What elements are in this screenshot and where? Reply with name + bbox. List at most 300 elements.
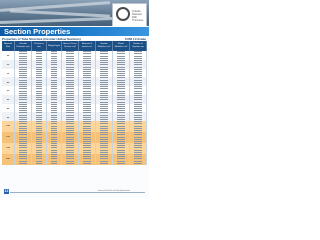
value-placeholder [83, 132, 91, 133]
value-placeholder [51, 73, 58, 74]
value-placeholder [83, 82, 91, 83]
value-placeholder [117, 150, 125, 151]
value-placeholder [19, 53, 27, 54]
value-placeholder [19, 141, 27, 142]
value-placeholder [100, 77, 108, 78]
value-placeholder [117, 91, 125, 92]
value-placeholder [117, 67, 125, 68]
table-row [2, 163, 147, 165]
value-cell [32, 163, 47, 165]
value-placeholder [36, 112, 43, 113]
value-placeholder [117, 121, 125, 122]
value-placeholder [83, 88, 91, 89]
value-placeholder [51, 64, 58, 65]
value-placeholder [19, 134, 27, 135]
value-placeholder [51, 147, 58, 148]
value-placeholder [19, 163, 27, 164]
value-placeholder [100, 158, 108, 159]
footer-note: Structural Steel Pipe and Tube Specifications [98, 191, 130, 192]
value-placeholder [134, 64, 142, 65]
value-placeholder [117, 93, 125, 94]
value-placeholder [134, 108, 142, 109]
value-placeholder [100, 156, 108, 157]
value-placeholder [36, 128, 43, 129]
value-placeholder [36, 53, 43, 54]
value-placeholder [66, 156, 74, 157]
value-placeholder [19, 73, 27, 74]
value-placeholder [19, 56, 27, 57]
value-placeholder [83, 156, 91, 157]
value-placeholder [100, 67, 108, 68]
value-placeholder [66, 130, 74, 131]
value-cell [96, 163, 113, 165]
value-placeholder [36, 117, 43, 118]
column-header: Section Modulus cm³ [96, 41, 113, 51]
value-placeholder [51, 152, 58, 153]
value-placeholder [36, 80, 43, 81]
value-placeholder [51, 51, 58, 52]
value-placeholder [117, 88, 125, 89]
value-placeholder [100, 141, 108, 142]
value-placeholder [66, 84, 74, 85]
value-placeholder [83, 143, 91, 144]
value-placeholder [83, 154, 91, 155]
value-placeholder [134, 82, 142, 83]
value-placeholder [83, 128, 91, 129]
size-cell: 20 [2, 55, 15, 57]
value-placeholder [117, 145, 125, 146]
value-placeholder [19, 51, 27, 52]
value-placeholder [36, 152, 43, 153]
value-placeholder [100, 53, 108, 54]
value-placeholder [19, 67, 27, 68]
value-placeholder [51, 126, 58, 127]
value-placeholder [66, 93, 74, 94]
value-placeholder [19, 64, 27, 65]
value-placeholder [134, 53, 142, 54]
value-placeholder [36, 58, 43, 59]
value-placeholder [134, 139, 142, 140]
value-placeholder [83, 163, 91, 164]
value-placeholder [66, 154, 74, 155]
value-placeholder [117, 69, 125, 70]
value-placeholder [100, 51, 108, 52]
value-placeholder [134, 84, 142, 85]
value-placeholder [100, 137, 108, 138]
value-placeholder [134, 150, 142, 151]
value-placeholder [66, 75, 74, 76]
value-placeholder [66, 62, 74, 63]
value-placeholder [100, 64, 108, 65]
value-placeholder [66, 126, 74, 127]
value-placeholder [83, 106, 91, 107]
size-cell: 150 [2, 147, 15, 149]
value-placeholder [19, 104, 27, 105]
value-placeholder [66, 58, 74, 59]
properties-table [2, 41, 147, 165]
value-placeholder [134, 56, 142, 57]
value-placeholder [19, 93, 27, 94]
value-placeholder [36, 104, 43, 105]
value-placeholder [51, 110, 58, 111]
value-placeholder [83, 99, 91, 100]
size-cell: 65 [2, 99, 15, 101]
value-placeholder [100, 161, 108, 162]
value-placeholder [36, 158, 43, 159]
value-placeholder [66, 137, 74, 138]
value-placeholder [36, 106, 43, 107]
value-placeholder [19, 110, 27, 111]
value-placeholder [66, 158, 74, 159]
value-placeholder [66, 51, 74, 52]
value-placeholder [134, 126, 142, 127]
value-placeholder [19, 60, 27, 61]
document-page [0, 0, 149, 198]
value-placeholder [83, 67, 91, 68]
value-placeholder [134, 154, 142, 155]
value-placeholder [117, 163, 125, 164]
value-placeholder [134, 158, 142, 159]
value-placeholder [100, 102, 108, 103]
value-placeholder [51, 102, 58, 103]
value-placeholder [51, 115, 58, 116]
value-placeholder [66, 53, 74, 54]
value-placeholder [51, 71, 58, 72]
value-placeholder [66, 161, 74, 162]
value-placeholder [117, 56, 125, 57]
value-placeholder [19, 106, 27, 107]
value-placeholder [134, 119, 142, 120]
value-cell [130, 163, 147, 165]
value-placeholder [66, 71, 74, 72]
value-placeholder [51, 154, 58, 155]
value-placeholder [19, 88, 27, 89]
value-placeholder [100, 80, 108, 81]
size-cell: 40 [2, 82, 15, 84]
value-placeholder [117, 84, 125, 85]
value-placeholder [134, 117, 142, 118]
value-placeholder [66, 119, 74, 120]
value-placeholder [36, 88, 43, 89]
value-placeholder [19, 156, 27, 157]
value-placeholder [83, 150, 91, 151]
value-placeholder [83, 110, 91, 111]
value-placeholder [117, 123, 125, 124]
value-placeholder [100, 108, 108, 109]
value-placeholder [83, 56, 91, 57]
value-placeholder [100, 91, 108, 92]
value-placeholder [117, 97, 125, 98]
title-bar [0, 27, 149, 36]
value-placeholder [36, 163, 43, 164]
value-placeholder [66, 145, 74, 146]
column-header: Plastic Modulus cm³ [113, 41, 130, 51]
value-placeholder [100, 121, 108, 122]
value-placeholder [51, 161, 58, 162]
value-placeholder [117, 51, 125, 52]
value-placeholder [36, 161, 43, 162]
value-placeholder [100, 82, 108, 83]
value-placeholder [36, 60, 43, 61]
value-placeholder [19, 145, 27, 146]
value-placeholder [51, 62, 58, 63]
value-placeholder [66, 134, 74, 135]
value-placeholder [100, 106, 108, 107]
value-placeholder [117, 137, 125, 138]
value-placeholder [100, 95, 108, 96]
value-placeholder [134, 77, 142, 78]
value-placeholder [83, 91, 91, 92]
value-placeholder [36, 147, 43, 148]
header-photo [0, 0, 149, 26]
value-placeholder [66, 80, 74, 81]
value-placeholder [66, 64, 74, 65]
value-placeholder [117, 141, 125, 142]
value-placeholder [66, 115, 74, 116]
value-placeholder [36, 145, 43, 146]
value-placeholder [51, 91, 58, 92]
value-placeholder [36, 56, 43, 57]
value-placeholder [51, 106, 58, 107]
value-placeholder [134, 60, 142, 61]
value-placeholder [134, 86, 142, 87]
value-placeholder [100, 88, 108, 89]
value-placeholder [117, 95, 125, 96]
value-placeholder [66, 69, 74, 70]
value-placeholder [100, 60, 108, 61]
value-placeholder [117, 58, 125, 59]
value-placeholder [66, 82, 74, 83]
value-placeholder [134, 134, 142, 135]
value-placeholder [117, 106, 125, 107]
value-placeholder [66, 95, 74, 96]
value-placeholder [36, 126, 43, 127]
value-placeholder [51, 145, 58, 146]
value-placeholder [36, 51, 43, 52]
value-placeholder [66, 108, 74, 109]
value-placeholder [19, 91, 27, 92]
value-placeholder [134, 115, 142, 116]
value-placeholder [19, 121, 27, 122]
value-placeholder [66, 88, 74, 89]
value-placeholder [83, 119, 91, 120]
value-placeholder [36, 77, 43, 78]
value-placeholder [36, 108, 43, 109]
value-placeholder [66, 99, 74, 100]
value-placeholder [36, 110, 43, 111]
value-placeholder [134, 97, 142, 98]
value-placeholder [36, 132, 43, 133]
value-placeholder [19, 58, 27, 59]
value-placeholder [100, 123, 108, 124]
value-placeholder [36, 115, 43, 116]
value-placeholder [100, 143, 108, 144]
value-placeholder [51, 69, 58, 70]
value-placeholder [51, 104, 58, 105]
value-placeholder [51, 121, 58, 122]
value-placeholder [100, 145, 108, 146]
value-placeholder [51, 119, 58, 120]
column-header: Area of Cross Section cm² [62, 41, 79, 51]
value-placeholder [83, 62, 91, 63]
value-placeholder [117, 102, 125, 103]
value-placeholder [134, 91, 142, 92]
value-placeholder [36, 102, 43, 103]
value-placeholder [51, 88, 58, 89]
value-placeholder [134, 130, 142, 131]
value-placeholder [36, 154, 43, 155]
diagram-labels [132, 10, 146, 22]
value-placeholder [19, 132, 27, 133]
value-placeholder [19, 128, 27, 129]
value-placeholder [117, 104, 125, 105]
value-cell [79, 163, 96, 165]
value-placeholder [134, 67, 142, 68]
value-placeholder [66, 128, 74, 129]
value-placeholder [36, 121, 43, 122]
value-placeholder [36, 141, 43, 142]
value-placeholder [19, 62, 27, 63]
value-placeholder [36, 130, 43, 131]
value-placeholder [83, 158, 91, 159]
circular-section-icon [116, 7, 130, 21]
value-placeholder [19, 77, 27, 78]
value-placeholder [117, 134, 125, 135]
value-placeholder [66, 139, 74, 140]
value-placeholder [83, 93, 91, 94]
value-placeholder [134, 147, 142, 148]
value-placeholder [19, 117, 27, 118]
value-placeholder [19, 154, 27, 155]
value-placeholder [117, 147, 125, 148]
value-placeholder [83, 102, 91, 103]
column-header: Radius of Gyration cm [130, 41, 147, 51]
value-placeholder [66, 104, 74, 105]
value-placeholder [51, 86, 58, 87]
value-placeholder [100, 154, 108, 155]
value-placeholder [66, 117, 74, 118]
value-placeholder [66, 73, 74, 74]
value-placeholder [19, 139, 27, 140]
size-cell: 90 [2, 117, 15, 119]
table-body [2, 51, 147, 165]
value-placeholder [100, 58, 108, 59]
value-cell [47, 163, 62, 165]
value-placeholder [36, 123, 43, 124]
value-placeholder [83, 117, 91, 118]
value-placeholder [134, 102, 142, 103]
value-placeholder [100, 84, 108, 85]
value-placeholder [51, 82, 58, 83]
value-placeholder [134, 152, 142, 153]
value-placeholder [66, 143, 74, 144]
value-placeholder [66, 147, 74, 148]
size-cell: 25 [2, 64, 15, 66]
value-placeholder [100, 112, 108, 113]
grade-label: C350 L0 Grade [124, 37, 146, 41]
value-placeholder [51, 141, 58, 142]
value-placeholder [19, 123, 27, 124]
value-placeholder [117, 77, 125, 78]
value-placeholder [36, 93, 43, 94]
value-placeholder [36, 143, 43, 144]
value-placeholder [83, 80, 91, 81]
value-placeholder [83, 108, 91, 109]
value-placeholder [19, 112, 27, 113]
value-placeholder [36, 137, 43, 138]
value-placeholder [117, 108, 125, 109]
value-placeholder [100, 73, 108, 74]
value-placeholder [83, 123, 91, 124]
value-placeholder [134, 132, 142, 133]
value-placeholder [83, 134, 91, 135]
value-placeholder [36, 119, 43, 120]
column-header: Moment of Inertia cm⁴ [79, 41, 96, 51]
value-placeholder [117, 71, 125, 72]
value-placeholder [83, 126, 91, 127]
value-placeholder [66, 56, 74, 57]
value-placeholder [51, 134, 58, 135]
value-placeholder [66, 152, 74, 153]
value-placeholder [134, 73, 142, 74]
page-title: Section Properties [4, 26, 71, 36]
value-placeholder [36, 97, 43, 98]
value-placeholder [36, 139, 43, 140]
diagram-label-od: Outside Diameter [132, 10, 143, 16]
value-placeholder [83, 84, 91, 85]
value-placeholder [51, 139, 58, 140]
value-placeholder [51, 56, 58, 57]
value-placeholder [19, 75, 27, 76]
value-placeholder [83, 58, 91, 59]
value-placeholder [117, 99, 125, 100]
value-placeholder [51, 93, 58, 94]
value-placeholder [36, 75, 43, 76]
value-placeholder [83, 77, 91, 78]
size-cell: 32 [2, 73, 15, 75]
value-placeholder [117, 154, 125, 155]
value-placeholder [19, 69, 27, 70]
value-placeholder [36, 67, 43, 68]
value-placeholder [134, 88, 142, 89]
value-placeholder [19, 86, 27, 87]
value-placeholder [83, 71, 91, 72]
value-placeholder [36, 134, 43, 135]
value-placeholder [51, 156, 58, 157]
value-placeholder [51, 108, 58, 109]
value-placeholder [51, 53, 58, 54]
value-placeholder [66, 102, 74, 103]
value-placeholder [36, 91, 43, 92]
value-placeholder [134, 71, 142, 72]
value-placeholder [117, 156, 125, 157]
value-placeholder [51, 97, 58, 98]
section-diagram [112, 3, 147, 26]
value-placeholder [36, 69, 43, 70]
value-placeholder [66, 132, 74, 133]
value-placeholder [66, 123, 74, 124]
value-placeholder [66, 97, 74, 98]
value-placeholder [83, 60, 91, 61]
value-placeholder [51, 99, 58, 100]
value-placeholder [134, 106, 142, 107]
value-placeholder [100, 134, 108, 135]
value-placeholder [100, 71, 108, 72]
value-placeholder [19, 158, 27, 159]
value-placeholder [83, 141, 91, 142]
value-placeholder [117, 132, 125, 133]
value-placeholder [19, 97, 27, 98]
